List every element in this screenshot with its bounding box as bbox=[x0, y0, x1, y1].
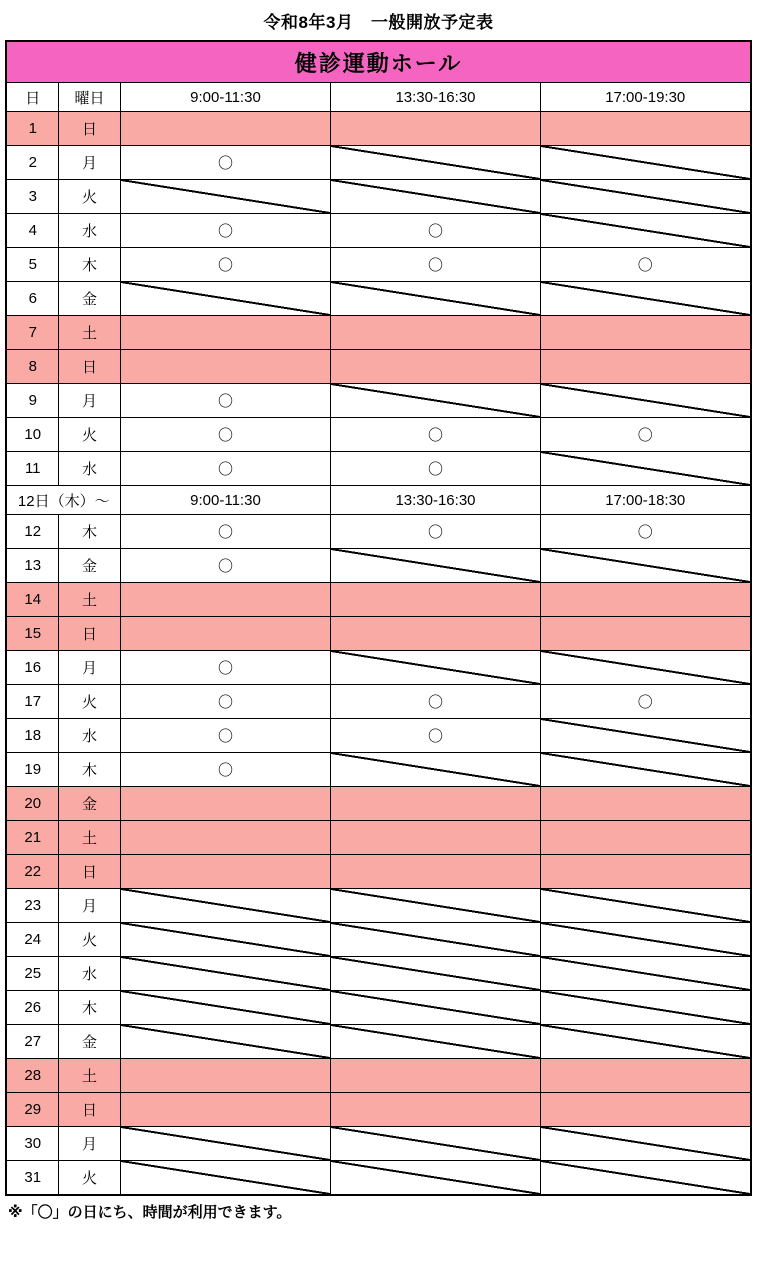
slot-cell-1: 〇 bbox=[120, 248, 330, 282]
footnote: ※「〇」の日にち、時間が利用できます。 bbox=[8, 1204, 292, 1221]
day-of-week: 火 bbox=[58, 923, 120, 957]
slot-cell-3 bbox=[540, 821, 750, 855]
header-slot-3: 17:00-19:30 bbox=[540, 83, 750, 112]
slot-cell-2 bbox=[330, 112, 540, 146]
slot-cell-3 bbox=[540, 617, 750, 651]
day-number: 25 bbox=[6, 957, 58, 991]
day-number: 21 bbox=[6, 821, 58, 855]
day-of-week: 火 bbox=[58, 418, 120, 452]
day-number: 31 bbox=[6, 1161, 58, 1196]
day-number: 18 bbox=[6, 719, 58, 753]
slot-cell-2 bbox=[330, 1127, 540, 1161]
slot-cell-3 bbox=[540, 1093, 750, 1127]
day-of-week: 水 bbox=[58, 452, 120, 486]
day-of-week: 月 bbox=[58, 1127, 120, 1161]
day-of-week: 土 bbox=[58, 316, 120, 350]
day-number: 5 bbox=[6, 248, 58, 282]
day-number: 10 bbox=[6, 418, 58, 452]
table-row bbox=[6, 753, 750, 787]
slot-cell-2 bbox=[330, 316, 540, 350]
day-number: 22 bbox=[6, 855, 58, 889]
slot-cell-3 bbox=[540, 350, 750, 384]
slot-cell-1 bbox=[120, 889, 330, 923]
slot-cell-3 bbox=[540, 889, 750, 923]
table-row bbox=[6, 617, 750, 651]
slot-cell-3 bbox=[540, 855, 750, 889]
day-number: 17 bbox=[6, 685, 58, 719]
day-number: 26 bbox=[6, 991, 58, 1025]
slot-cell-1 bbox=[120, 821, 330, 855]
schedule-table-body bbox=[6, 41, 750, 1195]
slot-cell-2: 〇 bbox=[330, 685, 540, 719]
subheader-slot-3: 17:00-18:30 bbox=[540, 486, 750, 515]
slot-cell-3 bbox=[540, 753, 750, 787]
slot-cell-1 bbox=[120, 583, 330, 617]
table-row bbox=[6, 685, 750, 719]
table-row bbox=[6, 515, 750, 549]
slot-cell-2 bbox=[330, 1093, 540, 1127]
slot-cell-1 bbox=[120, 1093, 330, 1127]
day-number: 2 bbox=[6, 146, 58, 180]
header-day: 日 bbox=[6, 83, 58, 112]
slot-cell-2 bbox=[330, 1161, 540, 1196]
slot-cell-3 bbox=[540, 112, 750, 146]
table-row bbox=[6, 146, 750, 180]
day-of-week: 土 bbox=[58, 1059, 120, 1093]
table-row bbox=[6, 889, 750, 923]
day-of-week: 火 bbox=[58, 1161, 120, 1196]
table-row bbox=[6, 1161, 750, 1196]
table-row bbox=[6, 821, 750, 855]
slot-cell-2: 〇 bbox=[330, 515, 540, 549]
day-of-week: 月 bbox=[58, 384, 120, 418]
slot-cell-3: 〇 bbox=[540, 418, 750, 452]
day-number: 11 bbox=[6, 452, 58, 486]
slot-cell-3 bbox=[540, 1127, 750, 1161]
table-row bbox=[6, 549, 750, 583]
slot-cell-1 bbox=[120, 1127, 330, 1161]
table-row bbox=[6, 1025, 750, 1059]
mid-subheader-row bbox=[6, 486, 750, 515]
table-row bbox=[6, 583, 750, 617]
slot-cell-1: 〇 bbox=[120, 651, 330, 685]
day-of-week: 水 bbox=[58, 957, 120, 991]
table-row bbox=[6, 719, 750, 753]
slot-cell-2 bbox=[330, 384, 540, 418]
slot-cell-1: 〇 bbox=[120, 418, 330, 452]
slot-cell-2 bbox=[330, 583, 540, 617]
day-of-week: 金 bbox=[58, 1025, 120, 1059]
slot-cell-1 bbox=[120, 957, 330, 991]
slot-cell-3 bbox=[540, 214, 750, 248]
day-number: 16 bbox=[6, 651, 58, 685]
slot-cell-1: 〇 bbox=[120, 753, 330, 787]
table-row bbox=[6, 651, 750, 685]
day-of-week: 土 bbox=[58, 583, 120, 617]
day-number: 7 bbox=[6, 316, 58, 350]
day-number: 24 bbox=[6, 923, 58, 957]
header-dow: 曜日 bbox=[58, 83, 120, 112]
table-row bbox=[6, 316, 750, 350]
slot-cell-3 bbox=[540, 180, 750, 214]
table-row bbox=[6, 248, 750, 282]
table-row bbox=[6, 384, 750, 418]
slot-cell-3 bbox=[540, 957, 750, 991]
slot-cell-2 bbox=[330, 282, 540, 316]
day-number: 30 bbox=[6, 1127, 58, 1161]
day-of-week: 水 bbox=[58, 214, 120, 248]
slot-cell-2 bbox=[330, 991, 540, 1025]
slot-cell-2 bbox=[330, 549, 540, 583]
slot-cell-2: 〇 bbox=[330, 248, 540, 282]
day-of-week: 日 bbox=[58, 855, 120, 889]
subheader-slot-1: 9:00-11:30 bbox=[120, 486, 330, 515]
subheader-date-note: 12日（木）～ bbox=[6, 486, 120, 515]
day-number: 19 bbox=[6, 753, 58, 787]
table-row bbox=[6, 350, 750, 384]
day-of-week: 日 bbox=[58, 350, 120, 384]
slot-cell-2: 〇 bbox=[330, 418, 540, 452]
slot-cell-2 bbox=[330, 146, 540, 180]
header-slot-1: 9:00-11:30 bbox=[120, 83, 330, 112]
header-slot-2: 13:30-16:30 bbox=[330, 83, 540, 112]
day-number: 12 bbox=[6, 515, 58, 549]
slot-cell-2 bbox=[330, 1059, 540, 1093]
slot-cell-1: 〇 bbox=[120, 719, 330, 753]
day-number: 6 bbox=[6, 282, 58, 316]
day-of-week: 木 bbox=[58, 753, 120, 787]
slot-cell-1 bbox=[120, 923, 330, 957]
slot-cell-2: 〇 bbox=[330, 452, 540, 486]
slot-cell-2 bbox=[330, 889, 540, 923]
slot-cell-3 bbox=[540, 923, 750, 957]
day-of-week: 日 bbox=[58, 617, 120, 651]
day-number: 28 bbox=[6, 1059, 58, 1093]
day-of-week: 金 bbox=[58, 549, 120, 583]
schedule-table bbox=[5, 40, 751, 1196]
table-row bbox=[6, 180, 750, 214]
slot-cell-1: 〇 bbox=[120, 515, 330, 549]
page-title: 令和8年3月 一般開放予定表 bbox=[263, 13, 494, 32]
day-number: 29 bbox=[6, 1093, 58, 1127]
slot-cell-2 bbox=[330, 923, 540, 957]
table-row bbox=[6, 1093, 750, 1127]
slot-cell-1 bbox=[120, 991, 330, 1025]
day-number: 15 bbox=[6, 617, 58, 651]
day-of-week: 木 bbox=[58, 515, 120, 549]
slot-cell-3 bbox=[540, 719, 750, 753]
slot-cell-1: 〇 bbox=[120, 384, 330, 418]
slot-cell-1 bbox=[120, 282, 330, 316]
subheader-slot-2: 13:30-16:30 bbox=[330, 486, 540, 515]
slot-cell-1 bbox=[120, 855, 330, 889]
day-of-week: 月 bbox=[58, 146, 120, 180]
table-row bbox=[6, 957, 750, 991]
slot-cell-1 bbox=[120, 316, 330, 350]
day-number: 13 bbox=[6, 549, 58, 583]
day-of-week: 日 bbox=[58, 112, 120, 146]
slot-cell-1 bbox=[120, 180, 330, 214]
day-number: 8 bbox=[6, 350, 58, 384]
slot-cell-3 bbox=[540, 583, 750, 617]
day-of-week: 金 bbox=[58, 787, 120, 821]
slot-cell-3 bbox=[540, 316, 750, 350]
table-row bbox=[6, 923, 750, 957]
slot-cell-3 bbox=[540, 549, 750, 583]
table-row bbox=[6, 452, 750, 486]
slot-cell-3 bbox=[540, 452, 750, 486]
slot-cell-2 bbox=[330, 957, 540, 991]
slot-cell-3 bbox=[540, 991, 750, 1025]
column-header-row bbox=[6, 83, 750, 112]
day-of-week: 金 bbox=[58, 282, 120, 316]
day-number: 9 bbox=[6, 384, 58, 418]
hall-header-row bbox=[6, 41, 750, 83]
hall-name: 健診運動ホール bbox=[6, 41, 750, 83]
slot-cell-1 bbox=[120, 112, 330, 146]
slot-cell-2 bbox=[330, 787, 540, 821]
slot-cell-2 bbox=[330, 855, 540, 889]
day-of-week: 水 bbox=[58, 719, 120, 753]
slot-cell-3 bbox=[540, 146, 750, 180]
day-of-week: 火 bbox=[58, 180, 120, 214]
slot-cell-1 bbox=[120, 1161, 330, 1196]
day-of-week: 土 bbox=[58, 821, 120, 855]
day-number: 3 bbox=[6, 180, 58, 214]
table-row bbox=[6, 214, 750, 248]
day-of-week: 火 bbox=[58, 685, 120, 719]
table-row bbox=[6, 787, 750, 821]
table-row bbox=[6, 855, 750, 889]
table-row bbox=[6, 991, 750, 1025]
slot-cell-3: 〇 bbox=[540, 685, 750, 719]
day-of-week: 木 bbox=[58, 248, 120, 282]
day-number: 1 bbox=[6, 112, 58, 146]
day-of-week: 月 bbox=[58, 889, 120, 923]
day-number: 23 bbox=[6, 889, 58, 923]
slot-cell-2 bbox=[330, 180, 540, 214]
slot-cell-3 bbox=[540, 787, 750, 821]
day-number: 20 bbox=[6, 787, 58, 821]
day-number: 27 bbox=[6, 1025, 58, 1059]
table-row bbox=[6, 418, 750, 452]
slot-cell-2 bbox=[330, 350, 540, 384]
table-row bbox=[6, 1127, 750, 1161]
slot-cell-1 bbox=[120, 1059, 330, 1093]
slot-cell-3 bbox=[540, 1025, 750, 1059]
slot-cell-3 bbox=[540, 384, 750, 418]
day-of-week: 木 bbox=[58, 991, 120, 1025]
slot-cell-3 bbox=[540, 282, 750, 316]
day-number: 14 bbox=[6, 583, 58, 617]
slot-cell-2: 〇 bbox=[330, 214, 540, 248]
slot-cell-2 bbox=[330, 1025, 540, 1059]
table-row bbox=[6, 282, 750, 316]
slot-cell-1: 〇 bbox=[120, 146, 330, 180]
slot-cell-3: 〇 bbox=[540, 515, 750, 549]
slot-cell-1 bbox=[120, 1025, 330, 1059]
slot-cell-2 bbox=[330, 651, 540, 685]
slot-cell-1 bbox=[120, 617, 330, 651]
day-of-week: 日 bbox=[58, 1093, 120, 1127]
slot-cell-1: 〇 bbox=[120, 685, 330, 719]
slot-cell-2: 〇 bbox=[330, 719, 540, 753]
slot-cell-3 bbox=[540, 1161, 750, 1196]
slot-cell-2 bbox=[330, 821, 540, 855]
slot-cell-3: 〇 bbox=[540, 248, 750, 282]
slot-cell-1: 〇 bbox=[120, 214, 330, 248]
slot-cell-1 bbox=[120, 787, 330, 821]
slot-cell-2 bbox=[330, 753, 540, 787]
slot-cell-3 bbox=[540, 651, 750, 685]
slot-cell-1 bbox=[120, 350, 330, 384]
day-of-week: 月 bbox=[58, 651, 120, 685]
table-row bbox=[6, 112, 750, 146]
day-number: 4 bbox=[6, 214, 58, 248]
table-row bbox=[6, 1059, 750, 1093]
slot-cell-2 bbox=[330, 617, 540, 651]
slot-cell-1: 〇 bbox=[120, 452, 330, 486]
slot-cell-3 bbox=[540, 1059, 750, 1093]
slot-cell-1: 〇 bbox=[120, 549, 330, 583]
